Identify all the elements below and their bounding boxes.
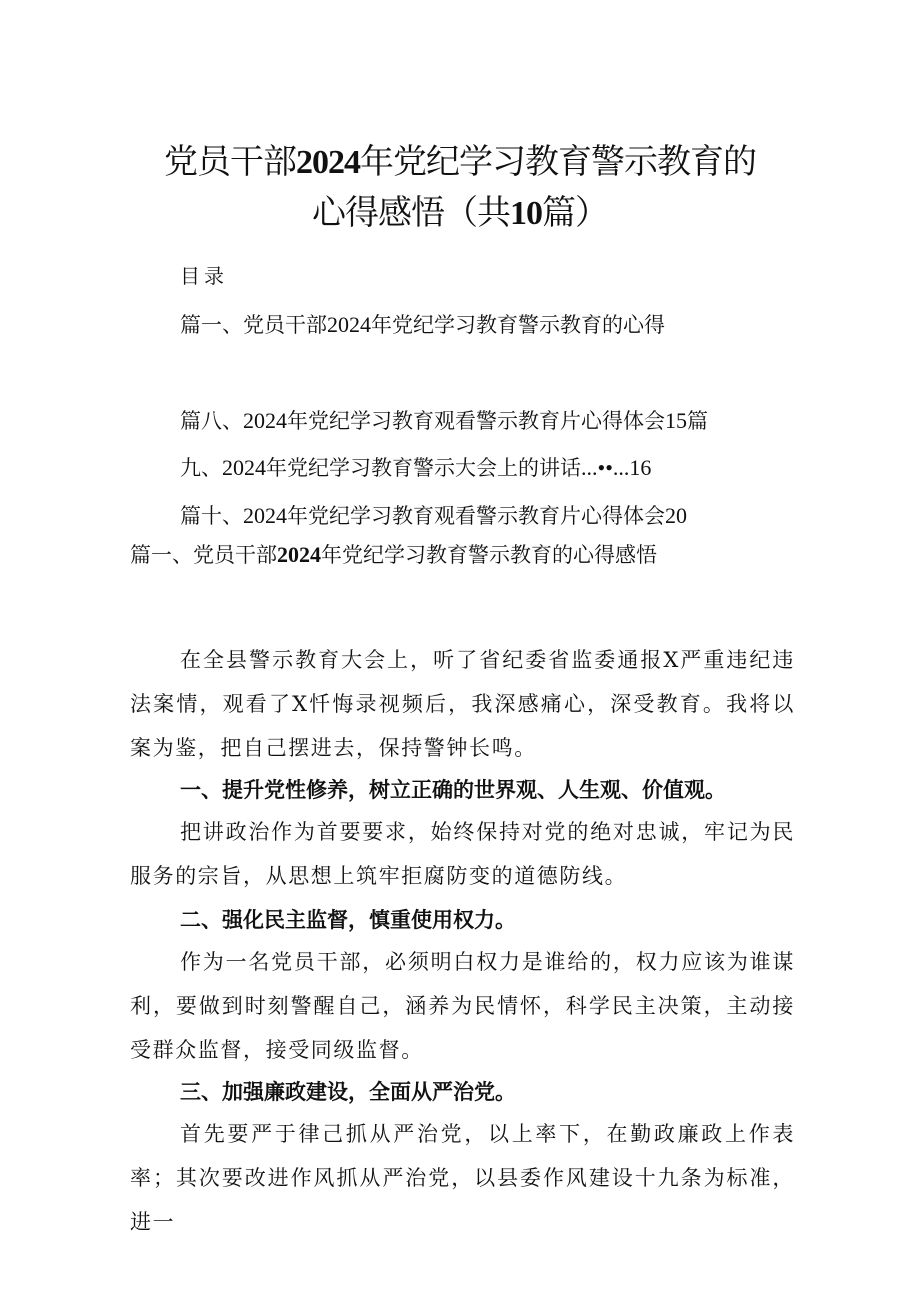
toc-item-text: 篇十、: [180, 504, 243, 528]
title-count: 10: [510, 195, 542, 232]
section-heading-1: 一、提升党性修养，树立正确的世界观、人生观、价值观。: [180, 778, 726, 802]
document-title-line-1: [0, 142, 920, 182]
article-title-text: 篇一、党员干部: [130, 543, 277, 567]
toc-label: 目录: [180, 264, 228, 288]
toc-item-9[interactable]: [180, 457, 651, 479]
article-title: [130, 544, 657, 566]
article-title-text: 年党纪学习教育警示教育的心得感悟: [321, 543, 657, 567]
document-title-line-2: [0, 193, 920, 233]
paragraph-section-2: 作为一名党员干部，必须明白权力是谁给的，权力应该为谁谋利，要做到时刻警醒自己，涵养为民情怀，科学民主决策，主动接受群众监督，接受同级监督。: [130, 950, 795, 1062]
title-text: 篇）: [542, 193, 608, 233]
toc-item-page: 15: [665, 408, 687, 433]
title-year: 2024: [296, 144, 360, 181]
toc-item-text: 年党纪学习教育观看警示教育片心得体会: [287, 504, 665, 528]
section-heading-3: 三、加强廉政建设，全面从严治党。: [180, 1080, 516, 1104]
toc-item-year: 2024: [222, 455, 266, 480]
toc-item-text: 篇一、党员干部: [180, 313, 327, 337]
toc-item-text: 年党纪学习教育观看警示教育片心得体会: [287, 409, 665, 433]
section-heading-2: 二、强化民主监督，慎重使用权力。: [180, 908, 516, 932]
paragraph-intro: 在全县警示教育大会上，听了省纪委省监委通报X严重违纪违法案情，观看了X忏悔录视频后，我深感痛心，深受教育。我将以案为鉴，把自己摆进去，保持警钟长鸣。: [130, 648, 795, 760]
toc-item-10[interactable]: [180, 505, 687, 527]
paragraph-section-3: 首先要严于律己抓从严治党，以上率下，在勤政廉政上作表率；其次要改进作风抓从严治党，以县委作风建设十九条为标准，进一: [130, 1122, 795, 1234]
paragraph-section-1: 把讲政治作为首要要求，始终保持对党的绝对忠诚，牢记为民服务的宗旨，从思想上筑牢拒腐防变的道德防线。: [130, 820, 795, 888]
title-text: 年党纪学习教育警示教育的: [360, 142, 756, 182]
toc-item-text: 篇: [687, 409, 708, 433]
title-text: 党员干部: [164, 142, 296, 182]
toc-item-year: 2024: [243, 503, 287, 528]
toc-item-text: 年党纪学习教育警示大会上的讲话: [266, 456, 581, 480]
toc-item-8[interactable]: [180, 410, 708, 432]
toc-item-page: 20: [665, 503, 687, 528]
toc-item-text: 年党纪学习教育警示教育的心得: [371, 313, 665, 337]
toc-item-year: 2024: [243, 408, 287, 433]
toc-item-text: 九、: [180, 456, 222, 480]
article-title-year: 2024: [277, 542, 321, 567]
toc-item-year: 2024: [327, 312, 371, 337]
toc-item-text: 篇八、: [180, 409, 243, 433]
title-text: 心得感悟（共: [312, 193, 510, 233]
toc-item-page: ...••...16: [581, 455, 652, 480]
toc-item-1[interactable]: [180, 314, 665, 336]
